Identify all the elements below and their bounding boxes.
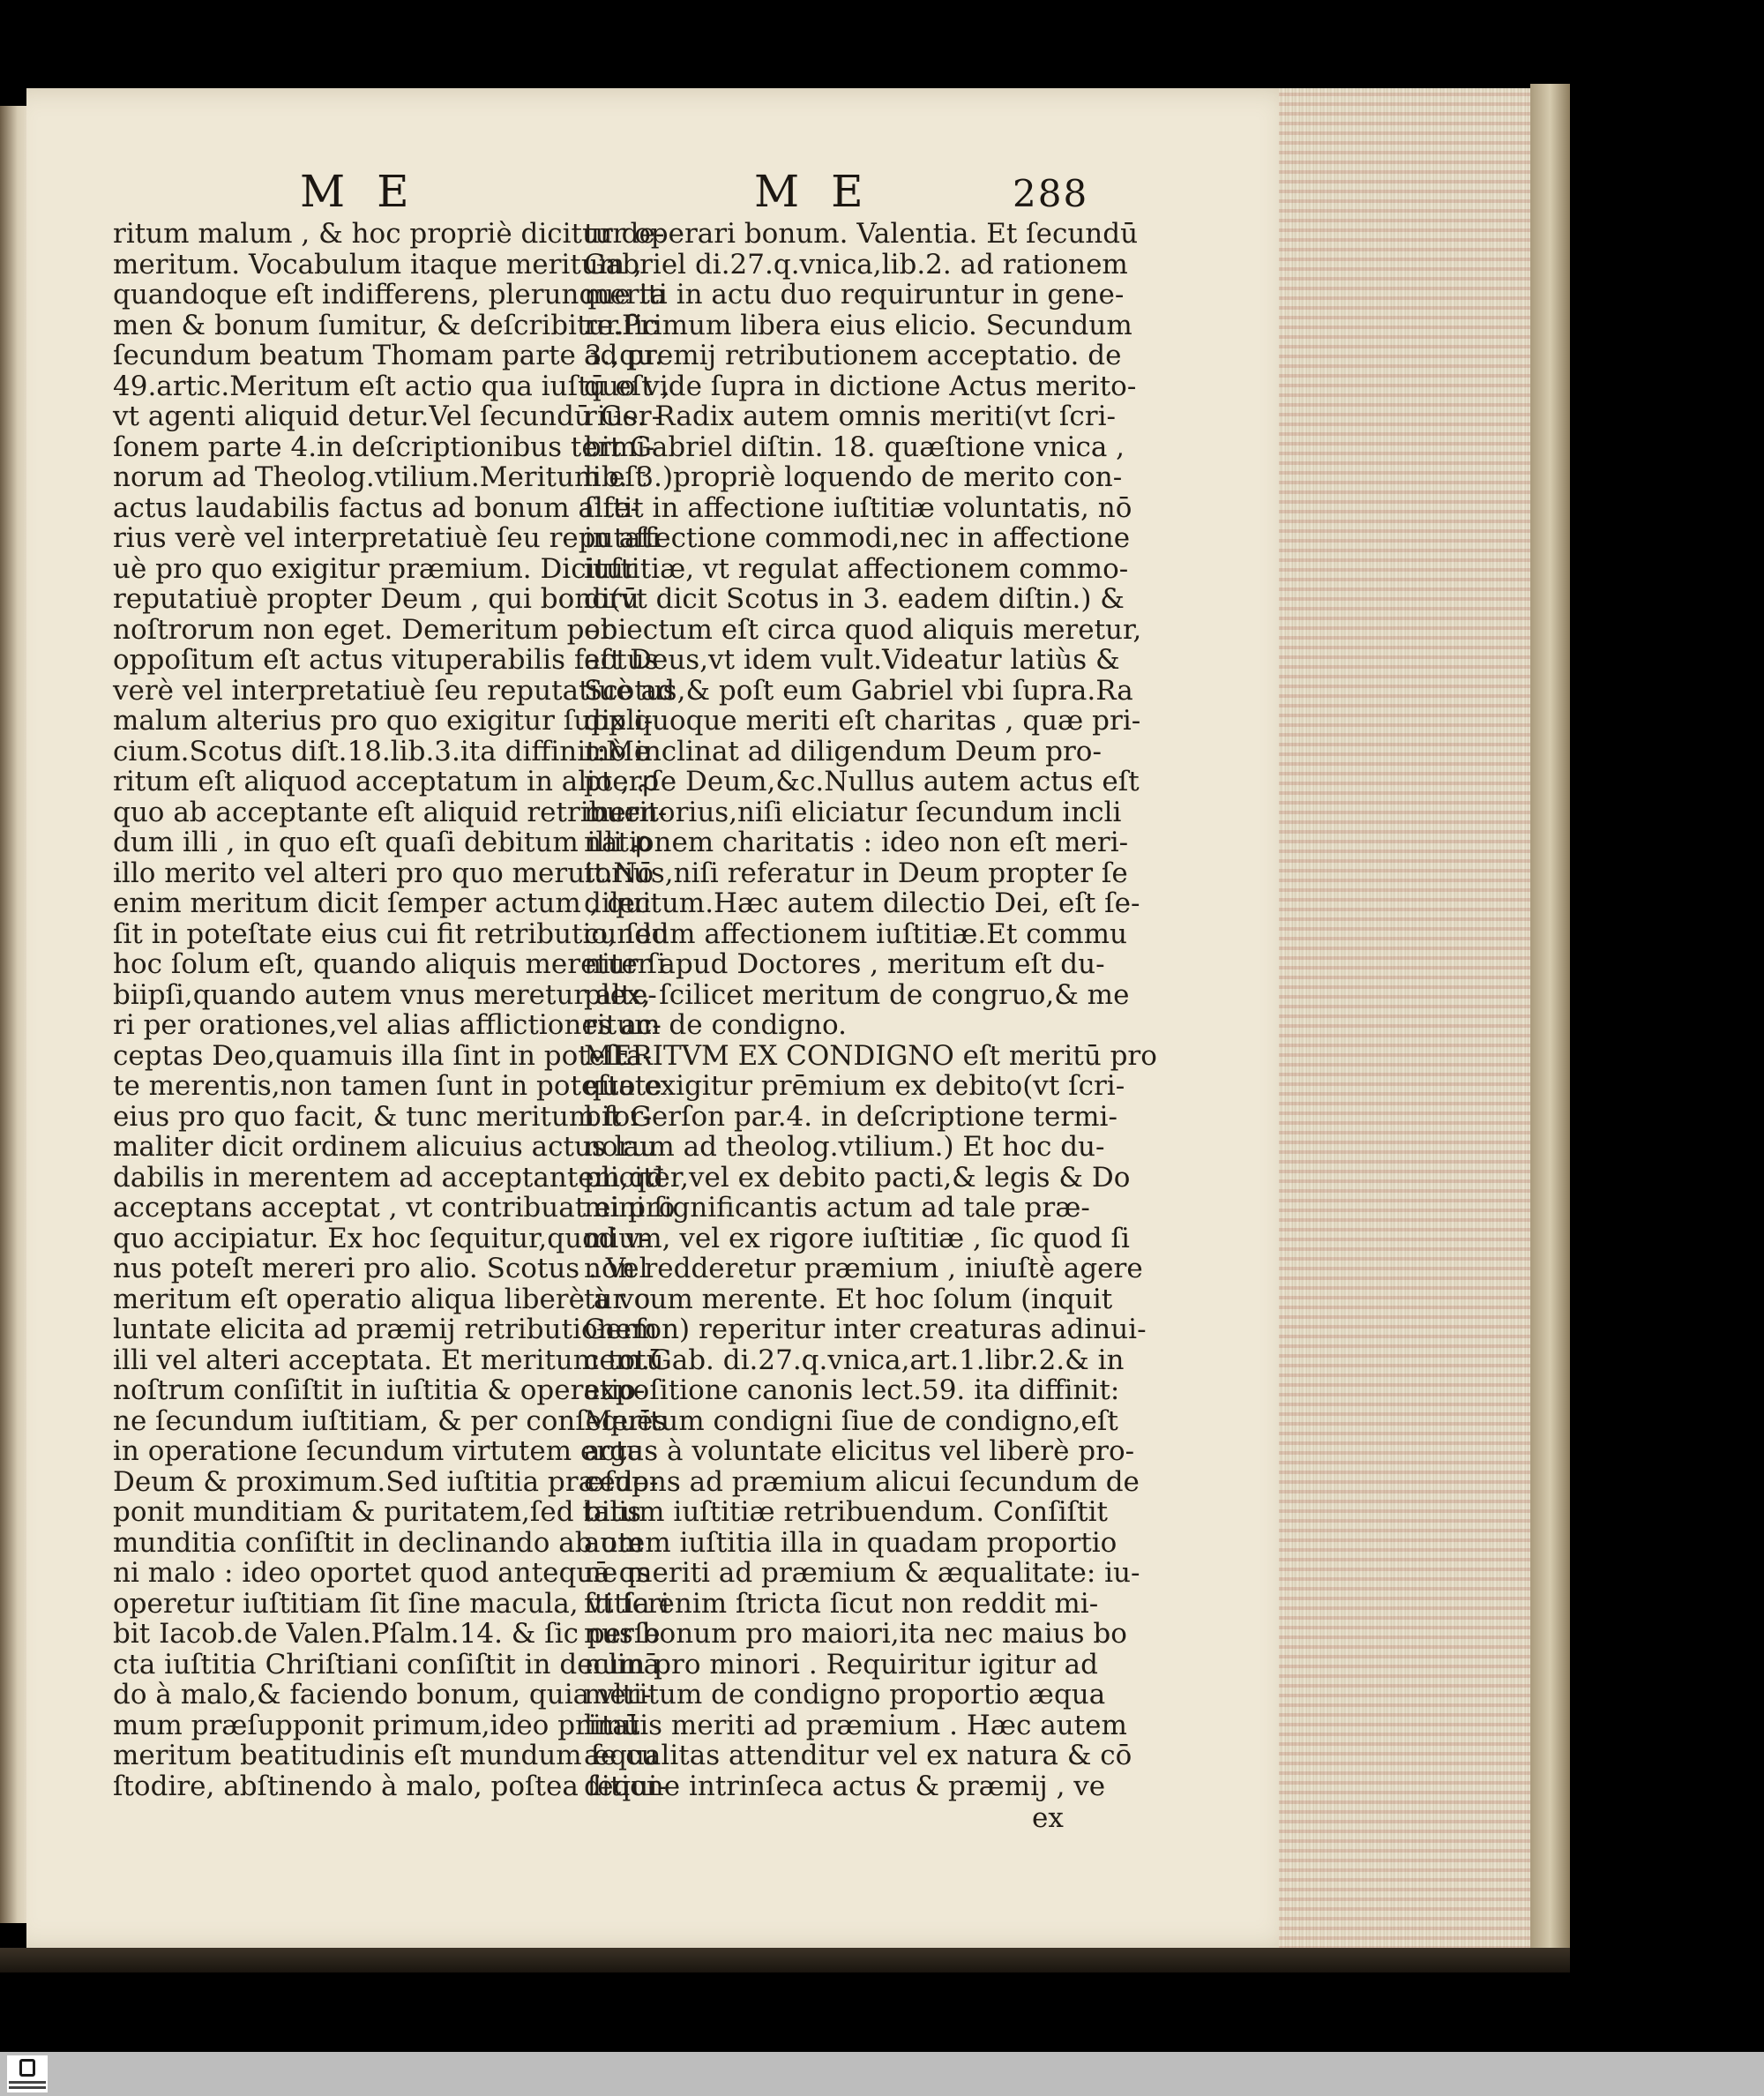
library-logo [7,2055,48,2092]
cover-edge [1530,84,1570,1963]
text-line: mò inclinat ad diligendum Deum pro- [584,735,1102,767]
logo-mark-icon [19,2059,35,2077]
text-line: norum ad Theolog.vtilium.Meritum eſt [113,461,647,493]
text-line: expoſitione canonis lect.59. ita diffinit: [584,1374,1120,1406]
text-line: lib. 3.)propriè loquendo de merito con- [584,461,1123,493]
text-line: tur operari bonum. Valentia. Et ſecundū [584,218,1139,250]
text-line: eius pro quo facit, & tunc meritum for- [113,1100,653,1133]
text-line: dilectum.Hæc autem dilectio Dei, eſt ſe- [584,887,1140,919]
text-line: niter apud Doctores , meritum eſt du- [584,948,1105,980]
text-line: num pro minori . Requiritur igitur ad [584,1648,1098,1681]
text-line: ni malo : ideo oportet quod antequā qs [113,1557,651,1589]
text-line: hoc ſolum eſt, quando aliquis meretur ſi [113,948,666,980]
text-line: nus poteſt mereri pro alio. Scotus . Vel [113,1253,648,1284]
text-column-right [584,218,1157,1802]
text-line: Gabriel di.27.q.vnica,lib.2. ad rationem [584,248,1128,281]
text-line: litatis meriti ad præmium . Hæc autem [584,1709,1127,1741]
text-line: vt agenti aliquid detur.Vel ſecundū Ger- [113,400,662,432]
text-line: actus laudabilis factus ad bonum alte- [113,491,640,524]
text-line: enim meritum dicit ſemper actum , qui [113,887,651,919]
text-line: meritum de condigno proportio æqua [584,1679,1106,1710]
text-line: pter ſe Deum,&c.Nullus autem actus eſt [584,766,1140,797]
text-line: rius verè vel interpretatiuè ſeu reputati [113,522,661,554]
text-line: æqualitas attenditur vel ex natura & cō [584,1740,1132,1771]
viewer-footer-bar [0,2052,1764,2096]
cover-bottom [0,1948,1570,1972]
text-line: plex, ſcilicet meritum de congruo,& me [584,978,1130,1011]
text-line: mium, vel ex rigore iuſtitiæ , ſic quod ſi [584,1222,1130,1254]
text-line: luntate elicita ad præmij retributionem [113,1314,658,1345]
text-line: Scotus,& poſt eum Gabriel vbi ſupra.Ra [584,674,1133,707]
text-line: iuſtitiæ, vt regulat affectionem commo- [584,552,1129,585]
sprinkled-edge-pattern [1279,88,1535,1950]
text-line: Gerſon) reperitur inter creaturas adinui- [584,1314,1147,1345]
text-line: quo ab acceptante eſt aliquid retribuen- [113,796,668,828]
text-line: do à malo,& faciendo bonum, quia vlti- [113,1679,652,1710]
text-line: pliciter,vel ex debito pacti,& legis & Do [584,1161,1131,1194]
text-line: cem.Gab. di.27.q.vnica,art.1.libr.2.& in [584,1344,1125,1376]
text-line: nus bonum pro maiori,ita nec maius bo [584,1618,1127,1650]
text-line: cium.Scotus diſt.18.lib.3.ita diffinit:Me [113,735,651,767]
text-line: ſit in poteſtate eius cui fit retributio, ſed [113,917,669,950]
text-line: ſiſtit in affectione iuſtitiæ voluntatis, nō [584,491,1132,524]
text-line: MERITVM EX CONDIGNO eſt meritū pro [584,1039,1157,1072]
text-line: norum ad theolog.vtilium.) Et hoc du- [584,1131,1105,1163]
text-line: verè vel interpretatiuè ſeu reputatiuè ad [113,674,675,707]
text-line: quo exigitur prēmium ex debito(vt ſcri- [584,1070,1125,1102]
text-line: ſtodire, abſtinendo à malo, poſtea ſequi- [113,1770,667,1802]
text-line: ritum malum , & hoc propriè dicitur de- [113,218,665,250]
text-line: munditia conſiſtit in declinando ab om [113,1526,644,1559]
text-line: quo vide ſupra in dictione Actus merito- [584,370,1137,402]
text-line: bit Gabriel diſtin. 18. quæſtione vnica , [584,430,1125,463]
text-line: illo merito vel alteri pro quo meruit.Nō [113,857,654,889]
text-line: oppoſitum eſt actus vituperabilis factus [113,644,659,676]
text-line: cedens ad præmium alicui ſecundum de [584,1465,1140,1498]
text-line: bitum iuſtitiæ retribuendum. Conſiſtit [584,1496,1108,1528]
text-line: operetur iuſtitiam ſit ſine macula, vt ſcri [113,1587,669,1620]
text-line: actus à voluntate elicitus vel liberè pro- [584,1435,1135,1467]
running-head-left: M E [300,166,418,217]
text-line: dum illi , in quo eſt quaſi debitum illi ꝓ [113,827,653,858]
page-edges [1279,88,1535,1950]
text-column-left [113,218,676,1802]
text-line: te merentis,non tamen ſunt in poteſtate [113,1070,662,1102]
text-line: ritum eſt aliquod acceptatum in alio , ꝓ [113,766,660,797]
text-line: cundum affectionem iuſtitiæ.Et commu [584,917,1127,950]
text-line: dix quoque meriti eſt charitas , quæ pri- [584,705,1141,737]
text-line: di(vt dicit Scotus in 3. eadem diſtin.) & [584,583,1125,615]
text-line: reputatiuè propter Deum , qui bonorū [113,583,639,615]
text-line: noſtrorum non eget. Demeritum per [113,613,614,646]
text-line: quandoque eſt indifferens, plerunque ta [113,279,667,311]
text-line: ri per orationes,vel alias afflictiones ac- [113,1009,662,1041]
text-line: meritum eſt operatio aliqua liberè à vo [113,1283,651,1315]
catchword: ex [1032,1802,1064,1834]
text-line: rius. Radix autem omnis meriti(vt ſcri- [584,400,1116,432]
text-line: re.Primum libera eius elicio. Secundum [584,309,1132,341]
text-line: autem iuſtitia illa in quadam proportio [584,1526,1117,1559]
text-line: eſt Deus,vt idem vult.Videatur latiùs & [584,644,1120,676]
text-line: in operatione ſecundum virtutem erga [113,1435,644,1467]
text-line: acceptans acceptat , vt contribuat ei pro [113,1192,676,1224]
text-line: ponit munditiam & puritatem,ſed talis [113,1496,642,1528]
text-line: ſonem parte 4.in deſcriptionibus termi- [113,430,655,463]
page-number: 288 [1013,172,1089,215]
text-line: ditione intrinſeca actus & præmij , ve [584,1770,1106,1802]
text-line: meritum. Vocabulum itaque meritum , [113,248,642,281]
text-line: mum præſupponit primum,ideo primū [113,1709,641,1741]
text-line: mini ſignificantis actum ad tale præ- [584,1192,1090,1224]
text-line: Deum & proximum.Sed iuſtitia præſup- [113,1465,659,1498]
text-line: dabilis in merentem ad acceptantem,qđ [113,1161,664,1194]
text-line: bit Iacob.de Valen.Pſalm.14. & ſic perſe [113,1618,661,1650]
text-line: obiectum eſt circa quod aliquis meretur, [584,613,1142,646]
text-line: quo accipiatur. Ex hoc ſequitur,quod v- [113,1222,650,1254]
text-line: non redderetur præmium , iniuſtè agere [584,1253,1143,1284]
text-line: bit Gerſon par.4. in deſcriptione termi- [584,1100,1117,1133]
text-line: maliter dicit ordinem alicuius actus lau [113,1131,658,1163]
text-line: ſtitia enim ſtricta ſicut non reddit mi- [584,1587,1099,1620]
running-head-right: M E [754,166,872,217]
text-line: men & bonum ſumitur, & deſcribitur.ſic [113,309,659,341]
text-line: meriti in actu duo requiruntur in gene- [584,279,1125,311]
text-line: ſecundum beatum Thomam parte 3.,qu. [113,340,663,371]
text-line: in affectione commodi,nec in affectione [584,522,1131,554]
text-line: torius,niſi referatur in Deum propter ſe [584,857,1128,889]
text-line: tur cum merente. Et hoc ſolum (inquit [584,1283,1113,1315]
text-line: 49.artic.Meritum eſt actio qua iuſtū eſt , [113,370,670,402]
text-line: biipſi,quando autem vnus meretur alte- [113,978,657,1011]
text-line: ceptas Deo,quamuis illa ſint in poteſta- [113,1039,652,1072]
text-line: illi vel alteri acceptata. Et meritum totū [113,1344,664,1376]
text-line: Meritum condigni ſiue de condigno,eſt [584,1404,1118,1437]
text-line: ritum de condigno. [584,1009,847,1041]
text-line: ne meriti ad præmium & æqualitate: iu- [584,1557,1140,1589]
text-line: cta iuſtitia Chriſtiani conſiſtit in declinā [113,1648,661,1681]
text-line: meritorius,niſi eliciatur ſecundum incli [584,796,1122,828]
text-line: noſtrum conſiſtit in iuſtitia & operatio- [113,1374,646,1406]
text-line: nationem charitatis : ideo non eſt meri- [584,827,1129,858]
text-line: uè pro quo exigitur præmium. Dicitur [113,552,637,585]
text-line: malum alterius pro quo exigitur ſuppli- [113,705,654,737]
text-line: meritum beatitudinis eſt mundum ſe cu [113,1740,659,1771]
text-line: ad premij retributionem acceptatio. de [584,340,1122,371]
text-line: ne ſecundum iuſtitiam, & per conſequēs [113,1404,668,1437]
